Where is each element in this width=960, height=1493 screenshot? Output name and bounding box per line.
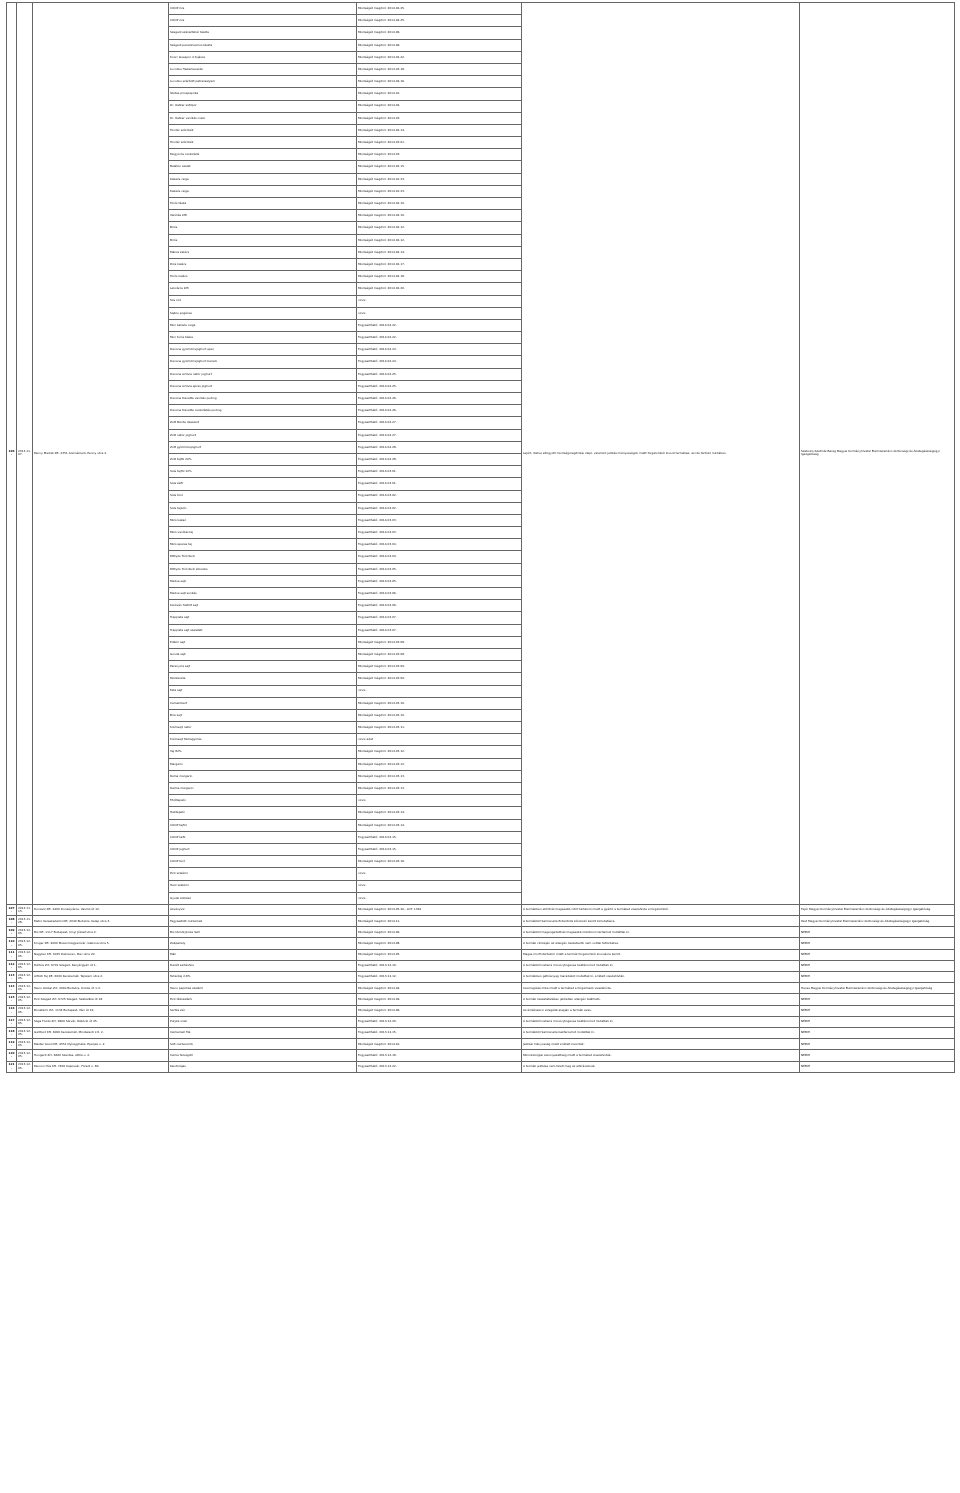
- record-authority: NÉBIH: [800, 1061, 955, 1072]
- record-product: Lucullus fűszerkeverék: [169, 63, 357, 75]
- record-number: 110.: [7, 938, 17, 949]
- record-info: Minőségét megőrzi: 2014.03.13.: [357, 770, 522, 782]
- record-decision: Magas morfintartalom miatt a termék forgalomból kivonásra került.: [522, 949, 800, 960]
- record-product: Mizo vaníliás tej: [169, 527, 357, 539]
- record-product: Csirkemell filé: [169, 1027, 357, 1038]
- record-source: Sága Foods Zrt. 9600 Sárvár, Rákóczi út 45.: [33, 1016, 169, 1027]
- record-number: 111.: [7, 949, 17, 960]
- record-product: COOP túró: [169, 856, 357, 868]
- record-source: Penny Market Kft. 2351 Alsónémedi, Penny utca 2.: [33, 3, 169, 905]
- record-product: Darált sertéshús: [169, 960, 357, 971]
- record-info: Minőségét megőrzi: 2014.03.14.: [357, 807, 522, 819]
- record-decision: A termék címkéjén az allergén összetevők nem voltak feltüntetve.: [522, 938, 800, 949]
- record-info: Minőségét megőrzi: 2014.03.08.: [357, 636, 522, 648]
- table-row: [7, 972, 955, 983]
- record-product: Sós rúd: [169, 295, 357, 307]
- record-product: Túrós kalács: [169, 271, 357, 283]
- record-product: COOP tejföl: [169, 819, 357, 831]
- record-product: Sole tejszín: [169, 502, 357, 514]
- record-info: Fogyasztható: 2013.12.20.: [357, 1016, 522, 1027]
- record-authority: Pest Megyei Kormányhivatal Élelmiszerlánc-biztonsági és Állategészségügyi Igazgatóság: [800, 916, 955, 927]
- record-product: Delma margarin: [169, 783, 357, 795]
- recall-table: [6, 2, 955, 1073]
- record-info: Minőségét megőrzi: 2014.03.13.: [357, 783, 522, 795]
- table-row: [7, 927, 955, 938]
- record-info: Minőségét megőrzi: 2014.03.12.: [357, 758, 522, 770]
- record-info: Minőségét megőrzi: 2014.03.09.: [357, 661, 522, 673]
- record-info: Minőségét megőrzi: 2014.05.20., LOT: 1326: [357, 904, 522, 915]
- record-source: Metro Kereskedelmi Kft. 2040 Budaörs, Kelep utca 3.: [33, 916, 169, 927]
- record-product: Pöttyös Túró Rudi: [169, 551, 357, 563]
- record-info: Minőségét megőrzi: 2014.03.12.: [357, 746, 522, 758]
- table-row: [7, 994, 955, 1005]
- record-info: Minőségét megőrzi: 2014.06.: [357, 927, 522, 938]
- record-number: 109.: [7, 927, 17, 938]
- record-date: 2013.11.15.: [17, 904, 33, 915]
- record-info: Minőségét megőrzi: 2014.09.: [357, 994, 522, 1005]
- record-product: Briós: [169, 222, 357, 234]
- record-info: Minőségét megőrzi: 2014.01.23.: [357, 185, 522, 197]
- record-product: Zott natúr joghurt: [169, 429, 357, 441]
- record-authority: NÉBIH: [800, 1050, 955, 1061]
- record-authority: NÉBIH: [800, 1027, 955, 1038]
- record-info: Minőségét megőrzi: 2014.03.18.: [357, 63, 522, 75]
- record-info: nincs: [357, 795, 522, 807]
- record-info: nincs: [357, 685, 522, 697]
- record-number: 121.: [7, 1061, 17, 1072]
- record-info: Minőségét megőrzi: 2014.08.: [357, 938, 522, 949]
- record-source: Hungerit Zrt. 6600 Szentes, Attila u. 2.: [33, 1050, 169, 1061]
- record-info: Fogyasztható: 2014.03.07.: [357, 612, 522, 624]
- record-info: Fogyasztható: 2014.02.24.: [357, 356, 522, 368]
- table-row: [7, 938, 955, 949]
- record-product: Danone Activia natúr joghurt: [169, 368, 357, 380]
- record-info: Fogyasztható: 2014.02.25.: [357, 380, 522, 392]
- record-info: Fogyasztható: 2014.02.26.: [357, 393, 522, 405]
- record-product: Mozzarella: [169, 673, 357, 685]
- record-product: Danone Danette vaníliás puding: [169, 393, 357, 405]
- record-product: Danone Activia epres joghurt: [169, 380, 357, 392]
- record-date: 2013.12.05.: [17, 1039, 33, 1050]
- record-date: 2013.12.05.: [17, 1005, 33, 1016]
- record-product: Knorr levespor 4 tojásos: [169, 51, 357, 63]
- record-info: Fogyasztható: 2014.03.06.: [357, 600, 522, 612]
- record-product: Gouda sajt: [169, 648, 357, 660]
- record-info: Fogyasztható: 2013.12.22.: [357, 1061, 522, 1072]
- record-product: Túrós táska: [169, 198, 357, 210]
- record-source: Master Good Kft. 4551 Nyíregyháza, Eperjes u. 2.: [33, 1039, 169, 1050]
- record-number: 118.: [7, 1027, 17, 1038]
- record-product: Főzőtejszín: [169, 795, 357, 807]
- record-info: Minőségét megőrzi: 2014.04.25.: [357, 15, 522, 27]
- record-product: Sole kefir: [169, 478, 357, 490]
- record-info: Minőségét megőrzi: 2014.02.12.: [357, 234, 522, 246]
- record-date: 2013.12.05.: [17, 972, 33, 983]
- record-product: Ásványvíz: [169, 904, 357, 915]
- record-info: Minőségét megőrzi: 2014.03.16.: [357, 856, 522, 868]
- record-info: Minőségét megőrzi: 2014.03.01.: [357, 137, 522, 149]
- record-info: Minőségét megőrzi: 2014.02.10.: [357, 198, 522, 210]
- record-product: Mizo eperes tej: [169, 539, 357, 551]
- record-info: Minőségét megőrzi: 2014.02.: [357, 100, 522, 112]
- record-authority: NÉBIH: [800, 938, 955, 949]
- record-info: Minőségét megőrzi: 2014.03.10.: [357, 709, 522, 721]
- record-source: Pannon Hús Kft. 7400 Kaposvár, Füredi u. 80.: [33, 1061, 169, 1072]
- record-date: 2013.12.05.: [17, 949, 33, 960]
- record-product: Vaníliás kifli: [169, 210, 357, 222]
- record-date: 2013.12.05.: [17, 983, 33, 994]
- table-row: [7, 1027, 955, 1038]
- record-info: Minőségét megőrzi: 2014.11.: [357, 916, 522, 927]
- record-info: Fogyasztható: 2014.03.02.: [357, 502, 522, 514]
- record-info: Fogyasztható: 2014.02.24.: [357, 344, 522, 356]
- record-info: Minőségét megőrzi: 2014.04.: [357, 983, 522, 994]
- record-product: Pulyka virsli: [169, 1016, 357, 1027]
- record-info: Fogyasztható: 2014.03.03.: [357, 527, 522, 539]
- record-authority: Szabolcs-Szatmár-Bereg Megyei Kormányhivatal Élelmiszerlánc-biztonsági és Állategészségügyi Igazgatóság: [800, 3, 955, 905]
- record-authority: Fejér Megyei Kormányhivatal Élelmiszerlánc-biztonsági és Állategészségügyi Igazgatóság: [800, 904, 955, 915]
- record-source: Kruger Kft. 9200 Mosonmagyaróvár, Gabona utca 5.: [33, 938, 169, 949]
- record-number: 119.: [7, 1039, 17, 1050]
- record-date: 2013.12.05.: [17, 927, 33, 938]
- record-info: Minőségét megőrzi: 2014.06.: [357, 39, 522, 51]
- record-info: Fogyasztható: 2014.02.22.: [357, 332, 522, 344]
- record-info: Minőségét megőrzi: 2014.06.: [357, 27, 522, 39]
- record-decision: A termékből Salmonella baktériumot mutattak ki.: [522, 1027, 800, 1038]
- record-decision: A termékben gátlóanyag maradékot mutattak ki, a tételt visszahívták.: [522, 972, 800, 983]
- record-source: Tesco Global Zrt. 2040 Budaörs, Kinizsi út 1-3.: [33, 983, 169, 994]
- record-date: 2013.12.05.: [17, 994, 33, 1005]
- record-product: Mini kakaós csiga: [169, 319, 357, 331]
- record-product: Mini túrós táska: [169, 332, 357, 344]
- record-product: Medve sajt: [169, 575, 357, 587]
- record-product: COOP kefir: [169, 831, 357, 843]
- record-product: Herz szalámi: [169, 880, 357, 892]
- record-info: Minőségét megőrzi: 2014.03.14.: [357, 819, 522, 831]
- record-info: Minőségét megőrzi: 2014.04.16.: [357, 76, 522, 88]
- record-product: Medve sajt sonkás: [169, 588, 357, 600]
- record-number: 114.: [7, 983, 17, 994]
- table-row: [7, 1005, 955, 1016]
- record-date: 2013.12.05.: [17, 1016, 33, 1027]
- record-product: Camembert: [169, 697, 357, 709]
- record-source: Pick Szeged Zrt. 6725 Szeged, Szabadkai út 18.: [33, 994, 169, 1005]
- record-product: Kakaós csiga: [169, 185, 357, 197]
- record-product: Tündér szórókék: [169, 124, 357, 136]
- record-product: Zott Monte desszert: [169, 417, 357, 429]
- record-info: Fogyasztható: 2014.03.04.: [357, 539, 522, 551]
- record-authority: NÉBIH: [800, 927, 955, 938]
- record-product: Pick téliszalámi: [169, 994, 357, 1005]
- record-product: Szegedi szárazfehér tészta: [169, 27, 357, 39]
- table-row: [7, 1061, 955, 1072]
- record-info: Fogyasztható: 2014.02.28.: [357, 441, 522, 453]
- table-row: [7, 916, 955, 927]
- record-info: Fogyasztható: 2014.02.22.: [357, 319, 522, 331]
- record-decision: Mikrobiológiai szennyezettség miatt a terméket visszahívták.: [522, 1050, 800, 1061]
- record-product: Krémsajt fokhagymás: [169, 734, 357, 746]
- record-info: Fogyasztható: 2013.12.18.: [357, 1050, 522, 1061]
- record-info: Fogyasztható: 2014.02.27.: [357, 429, 522, 441]
- table-row: [7, 960, 955, 971]
- record-info: Fogyasztható: 2014.03.03.: [357, 514, 522, 526]
- record-product: Danone Danette csokoládés puding: [169, 405, 357, 417]
- record-product: Trappista sajt: [169, 612, 357, 624]
- record-date: 2013.12.05.: [17, 1050, 33, 1061]
- record-product: Brie sajt: [169, 709, 357, 721]
- table-row: [7, 1050, 955, 1061]
- record-product: Trappista sajt szeletelt: [169, 624, 357, 636]
- record-info: Fogyasztható: 2014.03.04.: [357, 551, 522, 563]
- record-decision: A termékből Salmonella Enteritidis kórokozó került kimutatásra.: [522, 916, 800, 927]
- record-product: Kakaós csiga: [169, 173, 357, 185]
- record-date: 2013.11.07.: [17, 3, 33, 905]
- record-info: Minőségét megőrzi: 2014.04.25.: [357, 3, 522, 15]
- record-product: Diós kalács: [169, 258, 357, 270]
- record-date: 2013.12.05.: [17, 1027, 33, 1038]
- record-source: Bio Kft. 1117 Budapest, Irinyi József utca 4.: [33, 927, 169, 938]
- record-product: Sajtos pogácsa: [169, 307, 357, 319]
- record-number: 107.: [7, 904, 17, 915]
- record-product: Dr. Oetker sütőpor: [169, 100, 357, 112]
- record-number: 120.: [7, 1050, 17, 1061]
- table-row: [7, 1039, 955, 1050]
- record-date: 2013.11.28.: [17, 916, 33, 927]
- record-product: Balaton szelet: [169, 161, 357, 173]
- record-info: Minőségét megőrzi: 2014.01.: [357, 88, 522, 100]
- record-decision: A termékből megengedettnél magasabb mikotoxin tartalmat mutattak ki.: [522, 927, 800, 938]
- record-authority: Heves Megyei Kormányhivatal Élelmiszerlánc-biztonsági és Állategészségügyi Igazgatóság: [800, 983, 955, 994]
- record-info: nincs: [357, 868, 522, 880]
- record-product: Rama margarin: [169, 770, 357, 782]
- record-number: 112.: [7, 960, 17, 971]
- record-date: 2013.12.05.: [17, 1061, 33, 1072]
- record-info: Fogyasztható: 2014.03.05.: [357, 563, 522, 575]
- record-info: Minőségét megőrzi: 2014.02.10.: [357, 210, 522, 222]
- record-decision: Lejárt, illetve elfogyott minőségmegőrzési idejű, valamint jelölési hiányosságok miatt forgalomból kivont termékek, az ide tartozó mintában.: [522, 3, 800, 905]
- table-row: [7, 1016, 955, 1027]
- record-product: Szegedi paradicsomos tészta: [169, 39, 357, 51]
- record-info: Minőségét megőrzi: 2014.02.17.: [357, 258, 522, 270]
- record-info: Minőségét megőrzi: 2014.02.15.: [357, 161, 522, 173]
- record-decision: Csomagolási hiba miatt a terméket a forgalmazó visszahívta.: [522, 983, 800, 994]
- record-decision: A termék összetételében jelöletlen allergén található.: [522, 994, 800, 1005]
- record-decision: A termék jelölése nem felelt meg az előírásoknak.: [522, 1061, 800, 1072]
- record-product: Karaván füstölt sajt: [169, 600, 357, 612]
- table-row: [7, 983, 955, 994]
- record-product: Sole túró: [169, 490, 357, 502]
- record-source: Alföldi Tej Kft. 6000 Kecskemét, Tejüzem utca 2.: [33, 972, 169, 983]
- record-authority: NÉBIH: [800, 994, 955, 1005]
- record-product: Mákos kalács: [169, 246, 357, 258]
- record-decision: Jelölési hiányosság miatt a tételt kivonták.: [522, 1039, 800, 1050]
- record-product: Krémsajt natúr: [169, 722, 357, 734]
- record-info: Fogyasztható: 2013.12.10.: [357, 960, 522, 971]
- record-info: Minőségét megőrzi: 2014.06.: [357, 1005, 522, 1016]
- record-info: Minőségét megőrzi: 2014.01.: [357, 1039, 522, 1050]
- record-product: COOP rizs: [169, 3, 357, 15]
- record-info: nincs: [357, 307, 522, 319]
- record-source: Nagyker Kft. 4025 Debrecen, Piac utca 20.: [33, 949, 169, 960]
- record-product: COOP rizs: [169, 15, 357, 27]
- record-info: Minőségét megőrzi: 2014.02.12.: [357, 222, 522, 234]
- record-product: Pöttyös Túró Rudi étcsokis: [169, 563, 357, 575]
- record-decision: A termékben előírtnál magasabb nitrit tartalom miatt a gyártó a terméket visszahívta a forgalomból.: [522, 904, 800, 915]
- record-info: Fogyasztható: 2014.03.05.: [357, 575, 522, 587]
- record-decision: A termékből Listeria monocytogenes baktériumot mutattak ki.: [522, 960, 800, 971]
- record-product: Parenyica sajt: [169, 661, 357, 673]
- record-decision: Az érzékszervi vizsgálat alapján a termék avas.: [522, 1005, 800, 1016]
- record-info: Fogyasztható: 2014.03.15.: [357, 843, 522, 855]
- record-product: Tehéntej 2,8%: [169, 972, 357, 983]
- record-info: nincs adat: [357, 734, 522, 746]
- record-product: Vaj 82%: [169, 746, 357, 758]
- record-info: Minőségét megőrzi: 2014.01.23.: [357, 173, 522, 185]
- record-product: Tesco paprikás szalámi: [169, 983, 357, 994]
- record-info: nincs: [357, 295, 522, 307]
- record-date: 2013.12.05.: [17, 938, 33, 949]
- recall-table-body: [7, 3, 955, 1073]
- record-info: Minőségét megőrzi: 2014.02.22.: [357, 51, 522, 63]
- record-product: Mizo kakaó: [169, 514, 357, 526]
- table-row: [7, 3, 955, 15]
- record-product: Briós: [169, 234, 357, 246]
- record-product: Fagyasztott csirkemell: [169, 916, 357, 927]
- record-info: Minőségét megőrzi: 2014.02.20.: [357, 283, 522, 295]
- record-source: Dunavíz Kft. 2400 Dunaújváros, Vasmű út 12.: [33, 904, 169, 915]
- record-info: Minőségét megőrzi: 2014.03.08.: [357, 648, 522, 660]
- table-row: [7, 904, 955, 915]
- record-info: Fogyasztható: 2014.02.26.: [357, 405, 522, 417]
- record-product: Gyulai kolbász: [169, 892, 357, 904]
- record-product: Lekváros kifli: [169, 283, 357, 295]
- record-product: Mogyorós csokoládé: [169, 149, 357, 161]
- record-product: Zott gyümölcsjoghurt: [169, 441, 357, 453]
- record-info: Minőségét megőrzi: 2014.03.: [357, 149, 522, 161]
- table-row: [7, 949, 955, 960]
- record-number: 116.: [7, 1005, 17, 1016]
- record-info: Fogyasztható: 2014.03.01.: [357, 478, 522, 490]
- record-number: 108.: [7, 916, 17, 927]
- record-authority: NÉBIH: [800, 1039, 955, 1050]
- record-date: 2013.12.05.: [17, 960, 33, 971]
- record-info: Minőségét megőrzi: 2014.03.10.: [357, 697, 522, 709]
- record-product: Margarin: [169, 758, 357, 770]
- record-source: Bonafarm Zrt. 1134 Budapest, Váci út 19.: [33, 1005, 169, 1016]
- record-info: Fogyasztható: 2014.03.01.: [357, 466, 522, 478]
- record-product: Lucullus szárított petrezselyem: [169, 76, 357, 88]
- record-info: Minőségét megőrzi: 2014.02.14.: [357, 246, 522, 258]
- record-authority: NÉBIH: [800, 960, 955, 971]
- record-info: Minőségét megőrzi: 2014.03.: [357, 112, 522, 124]
- record-product: Tündér szórókék: [169, 137, 357, 149]
- record-product: Edámi sajt: [169, 636, 357, 648]
- record-product: Csirke felvágott: [169, 1050, 357, 1061]
- record-product: Kenőmájas: [169, 1061, 357, 1072]
- record-info: Fogyasztható: 2014.02.28.: [357, 453, 522, 465]
- record-info: nincs: [357, 880, 522, 892]
- record-number: 115.: [7, 994, 17, 1005]
- record-source: Gallfood Kft. 6000 Kecskemét, Mindszenti krt. 2.: [33, 1027, 169, 1038]
- record-info: Fogyasztható: 2014.02.25.: [357, 368, 522, 380]
- record-product: Zott tejföl 20%: [169, 453, 357, 465]
- record-product: Sole tejföl 12%: [169, 466, 357, 478]
- record-product: Sült csirkecomb: [169, 1039, 357, 1050]
- record-info: Minőségét megőrzi: 2014.03.09.: [357, 673, 522, 685]
- record-info: Fogyasztható: 2014.03.07.: [357, 624, 522, 636]
- record-product: COOP joghurt: [169, 843, 357, 855]
- record-product: Habtejszín: [169, 807, 357, 819]
- record-info: Minőségét megőrzi: 2014.03.11.: [357, 722, 522, 734]
- record-info: Fogyasztható: 2013.12.12.: [357, 972, 522, 983]
- record-source: Délhús Zrt. 6701 Szeged, Kenyérgyári út 1.: [33, 960, 169, 971]
- record-product: Sertés zsír: [169, 1005, 357, 1016]
- record-product: Mák: [169, 949, 357, 960]
- record-product: Feta sajt: [169, 685, 357, 697]
- record-info: Minőségét megőrzi: 2014.05.: [357, 949, 522, 960]
- record-product: Ízletes pirospaprika: [169, 88, 357, 100]
- record-authority: NÉBIH: [800, 1005, 955, 1016]
- record-authority: NÉBIH: [800, 972, 955, 983]
- record-product: Pick szalámi: [169, 868, 357, 880]
- record-product: Zabpehely: [169, 938, 357, 949]
- record-info: Fogyasztható: 2014.02.27.: [357, 417, 522, 429]
- record-info: nincs: [357, 892, 522, 904]
- record-info: Fogyasztható: 2014.03.02.: [357, 490, 522, 502]
- record-info: Fogyasztható: 2014.03.15.: [357, 831, 522, 843]
- record-info: Minőségét megőrzi: 2014.02.18.: [357, 271, 522, 283]
- record-product: Danone gyümölcsjoghurt barack: [169, 356, 357, 368]
- record-info: Minőségét megőrzi: 2014.02.14.: [357, 124, 522, 136]
- record-product: Danone gyümölcsjoghurt eper: [169, 344, 357, 356]
- record-authority: NÉBIH: [800, 949, 955, 960]
- record-authority: NÉBIH: [800, 1016, 955, 1027]
- record-number: 117.: [7, 1016, 17, 1027]
- record-number: 106.: [7, 3, 17, 905]
- record-info: Fogyasztható: 2013.12.15.: [357, 1027, 522, 1038]
- record-decision: A termékből Listeria monocytogenes baktériumot mutattak ki.: [522, 1016, 800, 1027]
- record-info: Fogyasztható: 2014.03.06.: [357, 588, 522, 600]
- record-product: Dr. Oetker vaníliás cukor: [169, 112, 357, 124]
- record-product: Bio tönkölybúza liszt: [169, 927, 357, 938]
- record-number: 113.: [7, 972, 17, 983]
